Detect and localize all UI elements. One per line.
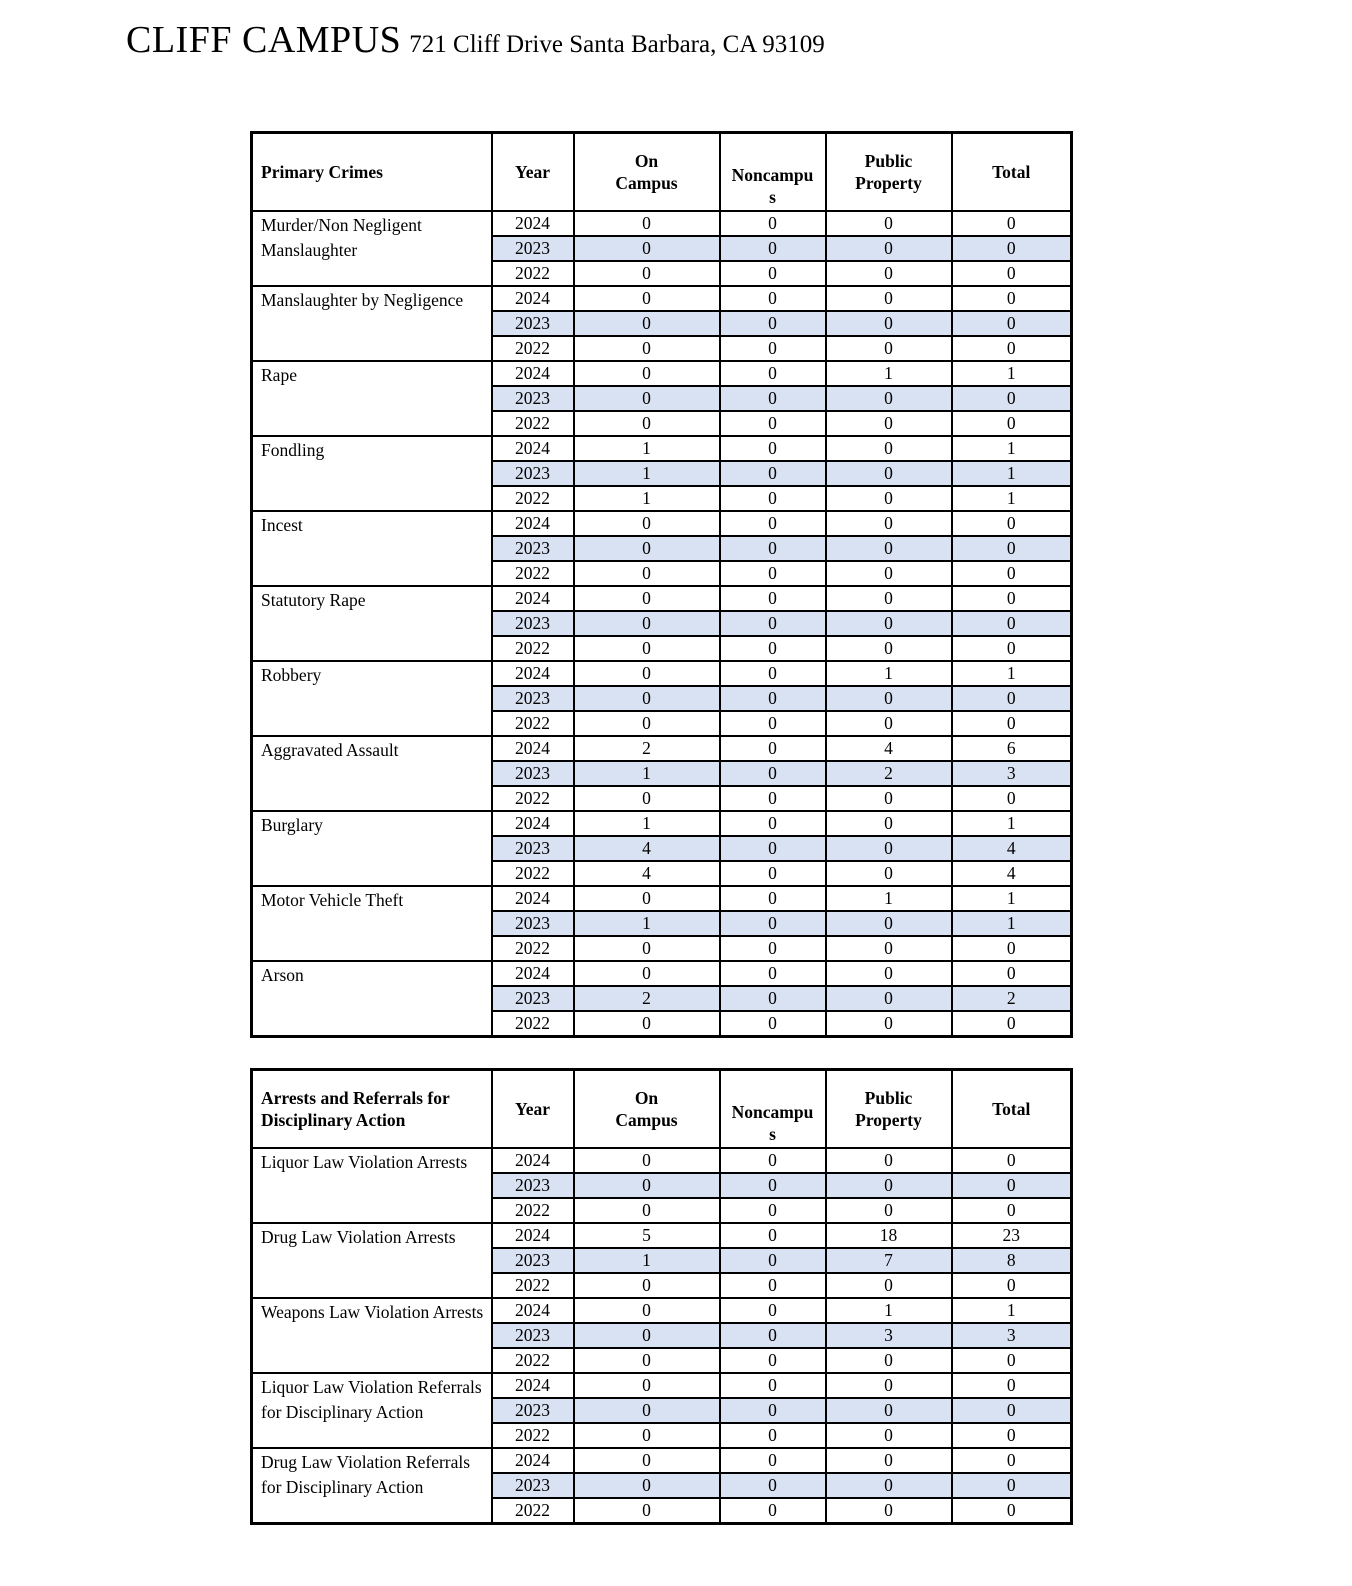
public-property-value-cell: 0 xyxy=(826,586,952,611)
total-value-cell: 23 xyxy=(952,1223,1072,1248)
noncampus-value-cell: 0 xyxy=(720,986,826,1011)
public-property-value-cell: 0 xyxy=(826,961,952,986)
on-campus-value-cell: 5 xyxy=(574,1223,720,1248)
on-campus-value-cell: 0 xyxy=(574,1423,720,1448)
public-property-value-cell: 0 xyxy=(826,986,952,1011)
noncampus-value-cell: 0 xyxy=(720,261,826,286)
on-campus-value-cell: 1 xyxy=(574,761,720,786)
total-value-cell: 1 xyxy=(952,461,1072,486)
document-title xyxy=(126,18,825,62)
year-cell: 2022 xyxy=(492,1198,574,1223)
total-value-cell: 1 xyxy=(952,911,1072,936)
column-header-public-property-label: Public Property xyxy=(855,151,922,193)
total-value-cell: 1 xyxy=(952,661,1072,686)
public-property-value-cell: 4 xyxy=(826,736,952,761)
table-row xyxy=(252,1373,1072,1398)
total-value-cell: 3 xyxy=(952,761,1072,786)
public-property-value-cell: 0 xyxy=(826,1348,952,1373)
total-value-cell: 6 xyxy=(952,736,1072,761)
category-cell: Drug Law Violation Arrests xyxy=(252,1223,492,1298)
noncampus-value-cell: 0 xyxy=(720,1423,826,1448)
total-value-cell: 0 xyxy=(952,1273,1072,1298)
noncampus-value-cell: 0 xyxy=(720,961,826,986)
year-cell: 2024 xyxy=(492,211,574,236)
year-cell: 2022 xyxy=(492,336,574,361)
table-row xyxy=(252,886,1072,911)
total-value-cell: 0 xyxy=(952,286,1072,311)
column-header-on-campus-label: On Campus xyxy=(615,151,678,193)
noncampus-value-cell: 0 xyxy=(720,1148,826,1173)
total-value-cell: 1 xyxy=(952,811,1072,836)
total-value-cell: 0 xyxy=(952,411,1072,436)
public-property-value-cell: 0 xyxy=(826,1473,952,1498)
noncampus-value-cell: 0 xyxy=(720,1473,826,1498)
year-cell: 2023 xyxy=(492,386,574,411)
public-property-value-cell: 0 xyxy=(826,861,952,886)
column-header-year: Year xyxy=(492,133,574,212)
on-campus-value-cell: 0 xyxy=(574,361,720,386)
on-campus-value-cell: 0 xyxy=(574,236,720,261)
noncampus-value-cell: 0 xyxy=(720,761,826,786)
on-campus-value-cell: 0 xyxy=(574,586,720,611)
total-value-cell: 1 xyxy=(952,436,1072,461)
noncampus-value-cell: 0 xyxy=(720,1223,826,1248)
column-header-total: Total xyxy=(952,133,1072,212)
noncampus-value-cell: 0 xyxy=(720,736,826,761)
table-row xyxy=(252,361,1072,386)
total-value-cell: 0 xyxy=(952,511,1072,536)
year-cell: 2024 xyxy=(492,1298,574,1323)
noncampus-value-cell: 0 xyxy=(720,661,826,686)
noncampus-value-cell: 0 xyxy=(720,1448,826,1473)
noncampus-value-cell: 0 xyxy=(720,561,826,586)
on-campus-value-cell: 1 xyxy=(574,461,720,486)
table-row xyxy=(252,1448,1072,1473)
noncampus-value-cell: 0 xyxy=(720,911,826,936)
total-value-cell: 0 xyxy=(952,961,1072,986)
table-row xyxy=(252,586,1072,611)
public-property-value-cell: 0 xyxy=(826,711,952,736)
year-cell: 2024 xyxy=(492,1373,574,1398)
public-property-value-cell: 0 xyxy=(826,936,952,961)
total-value-cell: 0 xyxy=(952,611,1072,636)
column-header-noncampus-label: Noncampus xyxy=(731,165,814,207)
year-cell: 2022 xyxy=(492,1348,574,1373)
category-cell: Liquor Law Violation Referrals for Disciplinary Action xyxy=(252,1373,492,1448)
total-value-cell: 0 xyxy=(952,636,1072,661)
total-value-cell: 0 xyxy=(952,1011,1072,1037)
on-campus-value-cell: 0 xyxy=(574,286,720,311)
public-property-value-cell: 2 xyxy=(826,761,952,786)
year-cell: 2022 xyxy=(492,1498,574,1524)
noncampus-value-cell: 0 xyxy=(720,461,826,486)
total-value-cell: 0 xyxy=(952,1498,1072,1524)
year-cell: 2022 xyxy=(492,1423,574,1448)
year-cell: 2024 xyxy=(492,286,574,311)
noncampus-value-cell: 0 xyxy=(720,586,826,611)
column-header-public-property-label: Public Property xyxy=(855,1088,922,1130)
noncampus-value-cell: 0 xyxy=(720,861,826,886)
on-campus-value-cell: 0 xyxy=(574,1473,720,1498)
on-campus-value-cell: 0 xyxy=(574,336,720,361)
noncampus-value-cell: 0 xyxy=(720,1498,826,1524)
year-cell: 2022 xyxy=(492,1011,574,1037)
on-campus-value-cell: 0 xyxy=(574,536,720,561)
year-cell: 2024 xyxy=(492,436,574,461)
public-property-value-cell: 1 xyxy=(826,1298,952,1323)
campus-name: CLIFF CAMPUS xyxy=(126,19,402,61)
category-cell: Drug Law Violation Referrals for Disciplinary Action xyxy=(252,1448,492,1524)
on-campus-value-cell: 0 xyxy=(574,1398,720,1423)
year-cell: 2024 xyxy=(492,661,574,686)
category-cell: Murder/Non Negligent Manslaughter xyxy=(252,211,492,286)
total-value-cell: 1 xyxy=(952,486,1072,511)
year-cell: 2024 xyxy=(492,886,574,911)
total-value-cell: 0 xyxy=(952,686,1072,711)
table-row xyxy=(252,736,1072,761)
column-header-on-campus xyxy=(574,133,720,212)
on-campus-value-cell: 1 xyxy=(574,486,720,511)
table-title-header: Arrests and Referrals for Disciplinary Action xyxy=(252,1070,492,1149)
year-cell: 2023 xyxy=(492,1398,574,1423)
on-campus-value-cell: 0 xyxy=(574,411,720,436)
public-property-value-cell: 0 xyxy=(826,486,952,511)
noncampus-value-cell: 0 xyxy=(720,1398,826,1423)
public-property-value-cell: 0 xyxy=(826,511,952,536)
total-value-cell: 2 xyxy=(952,986,1072,1011)
arrests-referrals-table xyxy=(250,1068,1073,1525)
table-row xyxy=(252,661,1072,686)
year-cell: 2022 xyxy=(492,261,574,286)
public-property-value-cell: 0 xyxy=(826,636,952,661)
total-value-cell: 0 xyxy=(952,561,1072,586)
on-campus-value-cell: 4 xyxy=(574,836,720,861)
public-property-value-cell: 0 xyxy=(826,911,952,936)
public-property-value-cell: 0 xyxy=(826,311,952,336)
table-row xyxy=(252,1223,1072,1248)
year-cell: 2023 xyxy=(492,536,574,561)
noncampus-value-cell: 0 xyxy=(720,386,826,411)
year-cell: 2023 xyxy=(492,911,574,936)
year-cell: 2023 xyxy=(492,686,574,711)
on-campus-value-cell: 0 xyxy=(574,961,720,986)
public-property-value-cell: 0 xyxy=(826,386,952,411)
public-property-value-cell: 0 xyxy=(826,211,952,236)
year-cell: 2023 xyxy=(492,611,574,636)
public-property-value-cell: 0 xyxy=(826,1373,952,1398)
total-value-cell: 1 xyxy=(952,886,1072,911)
total-value-cell: 3 xyxy=(952,1323,1072,1348)
year-cell: 2024 xyxy=(492,1223,574,1248)
on-campus-value-cell: 0 xyxy=(574,511,720,536)
total-value-cell: 0 xyxy=(952,1148,1072,1173)
total-value-cell: 0 xyxy=(952,311,1072,336)
on-campus-value-cell: 0 xyxy=(574,1323,720,1348)
noncampus-value-cell: 0 xyxy=(720,236,826,261)
noncampus-value-cell: 0 xyxy=(720,411,826,436)
column-header-on-campus xyxy=(574,1070,720,1149)
on-campus-value-cell: 0 xyxy=(574,211,720,236)
on-campus-value-cell: 0 xyxy=(574,611,720,636)
total-value-cell: 0 xyxy=(952,1448,1072,1473)
noncampus-value-cell: 0 xyxy=(720,211,826,236)
noncampus-value-cell: 0 xyxy=(720,686,826,711)
year-cell: 2023 xyxy=(492,761,574,786)
table-row xyxy=(252,211,1072,236)
category-cell: Aggravated Assault xyxy=(252,736,492,811)
year-cell: 2022 xyxy=(492,636,574,661)
on-campus-value-cell: 0 xyxy=(574,686,720,711)
public-property-value-cell: 0 xyxy=(826,1448,952,1473)
total-value-cell: 0 xyxy=(952,1423,1072,1448)
table-row xyxy=(252,1298,1072,1323)
on-campus-value-cell: 0 xyxy=(574,1011,720,1037)
total-value-cell: 0 xyxy=(952,236,1072,261)
noncampus-value-cell: 0 xyxy=(720,636,826,661)
public-property-value-cell: 1 xyxy=(826,661,952,686)
year-cell: 2023 xyxy=(492,461,574,486)
public-property-value-cell: 0 xyxy=(826,536,952,561)
total-value-cell: 1 xyxy=(952,361,1072,386)
public-property-value-cell: 0 xyxy=(826,1273,952,1298)
on-campus-value-cell: 0 xyxy=(574,886,720,911)
on-campus-value-cell: 4 xyxy=(574,861,720,886)
year-cell: 2024 xyxy=(492,736,574,761)
noncampus-value-cell: 0 xyxy=(720,1298,826,1323)
total-value-cell: 8 xyxy=(952,1248,1072,1273)
category-cell: Manslaughter by Negligence xyxy=(252,286,492,361)
column-header-total: Total xyxy=(952,1070,1072,1149)
category-cell: Statutory Rape xyxy=(252,586,492,661)
total-value-cell: 0 xyxy=(952,261,1072,286)
total-value-cell: 0 xyxy=(952,1348,1072,1373)
noncampus-value-cell: 0 xyxy=(720,1173,826,1198)
year-cell: 2023 xyxy=(492,836,574,861)
total-value-cell: 0 xyxy=(952,711,1072,736)
on-campus-value-cell: 0 xyxy=(574,1173,720,1198)
total-value-cell: 4 xyxy=(952,836,1072,861)
tables-container xyxy=(250,131,1070,1525)
public-property-value-cell: 7 xyxy=(826,1248,952,1273)
year-cell: 2022 xyxy=(492,486,574,511)
public-property-value-cell: 0 xyxy=(826,811,952,836)
public-property-value-cell: 0 xyxy=(826,561,952,586)
total-value-cell: 0 xyxy=(952,936,1072,961)
total-value-cell: 0 xyxy=(952,211,1072,236)
campus-address: 721 Cliff Drive Santa Barbara, CA 93109 xyxy=(409,31,825,58)
on-campus-value-cell: 1 xyxy=(574,1248,720,1273)
public-property-value-cell: 0 xyxy=(826,411,952,436)
noncampus-value-cell: 0 xyxy=(720,511,826,536)
public-property-value-cell: 0 xyxy=(826,786,952,811)
table-row xyxy=(252,286,1072,311)
on-campus-value-cell: 1 xyxy=(574,436,720,461)
noncampus-value-cell: 0 xyxy=(720,436,826,461)
public-property-value-cell: 0 xyxy=(826,461,952,486)
column-header-public-property xyxy=(826,1070,952,1149)
column-header-public-property xyxy=(826,133,952,212)
year-cell: 2022 xyxy=(492,861,574,886)
public-property-value-cell: 0 xyxy=(826,336,952,361)
year-cell: 2023 xyxy=(492,986,574,1011)
total-value-cell: 0 xyxy=(952,1373,1072,1398)
noncampus-value-cell: 0 xyxy=(720,936,826,961)
year-cell: 2023 xyxy=(492,311,574,336)
public-property-value-cell: 0 xyxy=(826,1148,952,1173)
column-header-noncampus xyxy=(720,133,826,212)
year-cell: 2024 xyxy=(492,1148,574,1173)
total-value-cell: 4 xyxy=(952,861,1072,886)
on-campus-value-cell: 0 xyxy=(574,1148,720,1173)
category-cell: Fondling xyxy=(252,436,492,511)
public-property-value-cell: 0 xyxy=(826,436,952,461)
on-campus-value-cell: 0 xyxy=(574,661,720,686)
noncampus-value-cell: 0 xyxy=(720,811,826,836)
noncampus-value-cell: 0 xyxy=(720,886,826,911)
on-campus-value-cell: 0 xyxy=(574,636,720,661)
noncampus-value-cell: 0 xyxy=(720,611,826,636)
on-campus-value-cell: 0 xyxy=(574,1348,720,1373)
column-header-year: Year xyxy=(492,1070,574,1149)
on-campus-value-cell: 2 xyxy=(574,736,720,761)
on-campus-value-cell: 0 xyxy=(574,386,720,411)
year-cell: 2024 xyxy=(492,361,574,386)
on-campus-value-cell: 0 xyxy=(574,1448,720,1473)
table-header-row xyxy=(252,133,1072,212)
year-cell: 2022 xyxy=(492,561,574,586)
noncampus-value-cell: 0 xyxy=(720,1348,826,1373)
on-campus-value-cell: 0 xyxy=(574,786,720,811)
public-property-value-cell: 0 xyxy=(826,261,952,286)
noncampus-value-cell: 0 xyxy=(720,786,826,811)
category-cell: Robbery xyxy=(252,661,492,736)
total-value-cell: 0 xyxy=(952,1398,1072,1423)
total-value-cell: 0 xyxy=(952,336,1072,361)
on-campus-value-cell: 1 xyxy=(574,811,720,836)
public-property-value-cell: 0 xyxy=(826,611,952,636)
public-property-value-cell: 1 xyxy=(826,886,952,911)
total-value-cell: 0 xyxy=(952,786,1072,811)
total-value-cell: 0 xyxy=(952,1198,1072,1223)
total-value-cell: 1 xyxy=(952,1298,1072,1323)
public-property-value-cell: 18 xyxy=(826,1223,952,1248)
noncampus-value-cell: 0 xyxy=(720,1198,826,1223)
year-cell: 2024 xyxy=(492,511,574,536)
public-property-value-cell: 0 xyxy=(826,236,952,261)
year-cell: 2022 xyxy=(492,936,574,961)
year-cell: 2023 xyxy=(492,236,574,261)
year-cell: 2022 xyxy=(492,1273,574,1298)
on-campus-value-cell: 0 xyxy=(574,1373,720,1398)
on-campus-value-cell: 0 xyxy=(574,1498,720,1524)
year-cell: 2024 xyxy=(492,1448,574,1473)
public-property-value-cell: 0 xyxy=(826,1398,952,1423)
year-cell: 2024 xyxy=(492,586,574,611)
total-value-cell: 0 xyxy=(952,586,1072,611)
year-cell: 2024 xyxy=(492,961,574,986)
column-header-noncampus xyxy=(720,1070,826,1149)
total-value-cell: 0 xyxy=(952,1173,1072,1198)
noncampus-value-cell: 0 xyxy=(720,486,826,511)
noncampus-value-cell: 0 xyxy=(720,311,826,336)
public-property-value-cell: 0 xyxy=(826,1423,952,1448)
noncampus-value-cell: 0 xyxy=(720,536,826,561)
year-cell: 2023 xyxy=(492,1173,574,1198)
public-property-value-cell: 3 xyxy=(826,1323,952,1348)
table-row xyxy=(252,961,1072,986)
year-cell: 2022 xyxy=(492,711,574,736)
noncampus-value-cell: 0 xyxy=(720,1011,826,1037)
noncampus-value-cell: 0 xyxy=(720,1373,826,1398)
year-cell: 2023 xyxy=(492,1323,574,1348)
on-campus-value-cell: 0 xyxy=(574,311,720,336)
table-row xyxy=(252,511,1072,536)
column-header-noncampus-label: Noncampus xyxy=(731,1102,814,1144)
category-cell: Incest xyxy=(252,511,492,586)
on-campus-value-cell: 0 xyxy=(574,1273,720,1298)
table-row xyxy=(252,436,1072,461)
noncampus-value-cell: 0 xyxy=(720,336,826,361)
category-cell: Burglary xyxy=(252,811,492,886)
year-cell: 2022 xyxy=(492,411,574,436)
column-header-on-campus-label: On Campus xyxy=(615,1088,678,1130)
category-cell: Motor Vehicle Theft xyxy=(252,886,492,961)
on-campus-value-cell: 0 xyxy=(574,711,720,736)
year-cell: 2022 xyxy=(492,786,574,811)
public-property-value-cell: 0 xyxy=(826,1173,952,1198)
primary-crimes-table xyxy=(250,131,1073,1038)
table-header-row xyxy=(252,1070,1072,1149)
on-campus-value-cell: 1 xyxy=(574,911,720,936)
year-cell: 2024 xyxy=(492,811,574,836)
public-property-value-cell: 0 xyxy=(826,686,952,711)
noncampus-value-cell: 0 xyxy=(720,361,826,386)
category-cell: Arson xyxy=(252,961,492,1037)
public-property-value-cell: 0 xyxy=(826,1011,952,1037)
on-campus-value-cell: 0 xyxy=(574,261,720,286)
on-campus-value-cell: 0 xyxy=(574,936,720,961)
category-cell: Weapons Law Violation Arrests xyxy=(252,1298,492,1373)
table-row xyxy=(252,811,1072,836)
total-value-cell: 0 xyxy=(952,536,1072,561)
total-value-cell: 0 xyxy=(952,1473,1072,1498)
public-property-value-cell: 1 xyxy=(826,361,952,386)
noncampus-value-cell: 0 xyxy=(720,1273,826,1298)
total-value-cell: 0 xyxy=(952,386,1072,411)
category-cell: Rape xyxy=(252,361,492,436)
noncampus-value-cell: 0 xyxy=(720,1323,826,1348)
public-property-value-cell: 0 xyxy=(826,1198,952,1223)
table-title-header: Primary Crimes xyxy=(252,133,492,212)
year-cell: 2023 xyxy=(492,1473,574,1498)
category-cell: Liquor Law Violation Arrests xyxy=(252,1148,492,1223)
noncampus-value-cell: 0 xyxy=(720,286,826,311)
table-row xyxy=(252,1148,1072,1173)
noncampus-value-cell: 0 xyxy=(720,711,826,736)
year-cell: 2023 xyxy=(492,1248,574,1273)
on-campus-value-cell: 0 xyxy=(574,561,720,586)
noncampus-value-cell: 0 xyxy=(720,1248,826,1273)
on-campus-value-cell: 0 xyxy=(574,1198,720,1223)
public-property-value-cell: 0 xyxy=(826,836,952,861)
public-property-value-cell: 0 xyxy=(826,1498,952,1524)
on-campus-value-cell: 2 xyxy=(574,986,720,1011)
on-campus-value-cell: 0 xyxy=(574,1298,720,1323)
noncampus-value-cell: 0 xyxy=(720,836,826,861)
public-property-value-cell: 0 xyxy=(826,286,952,311)
